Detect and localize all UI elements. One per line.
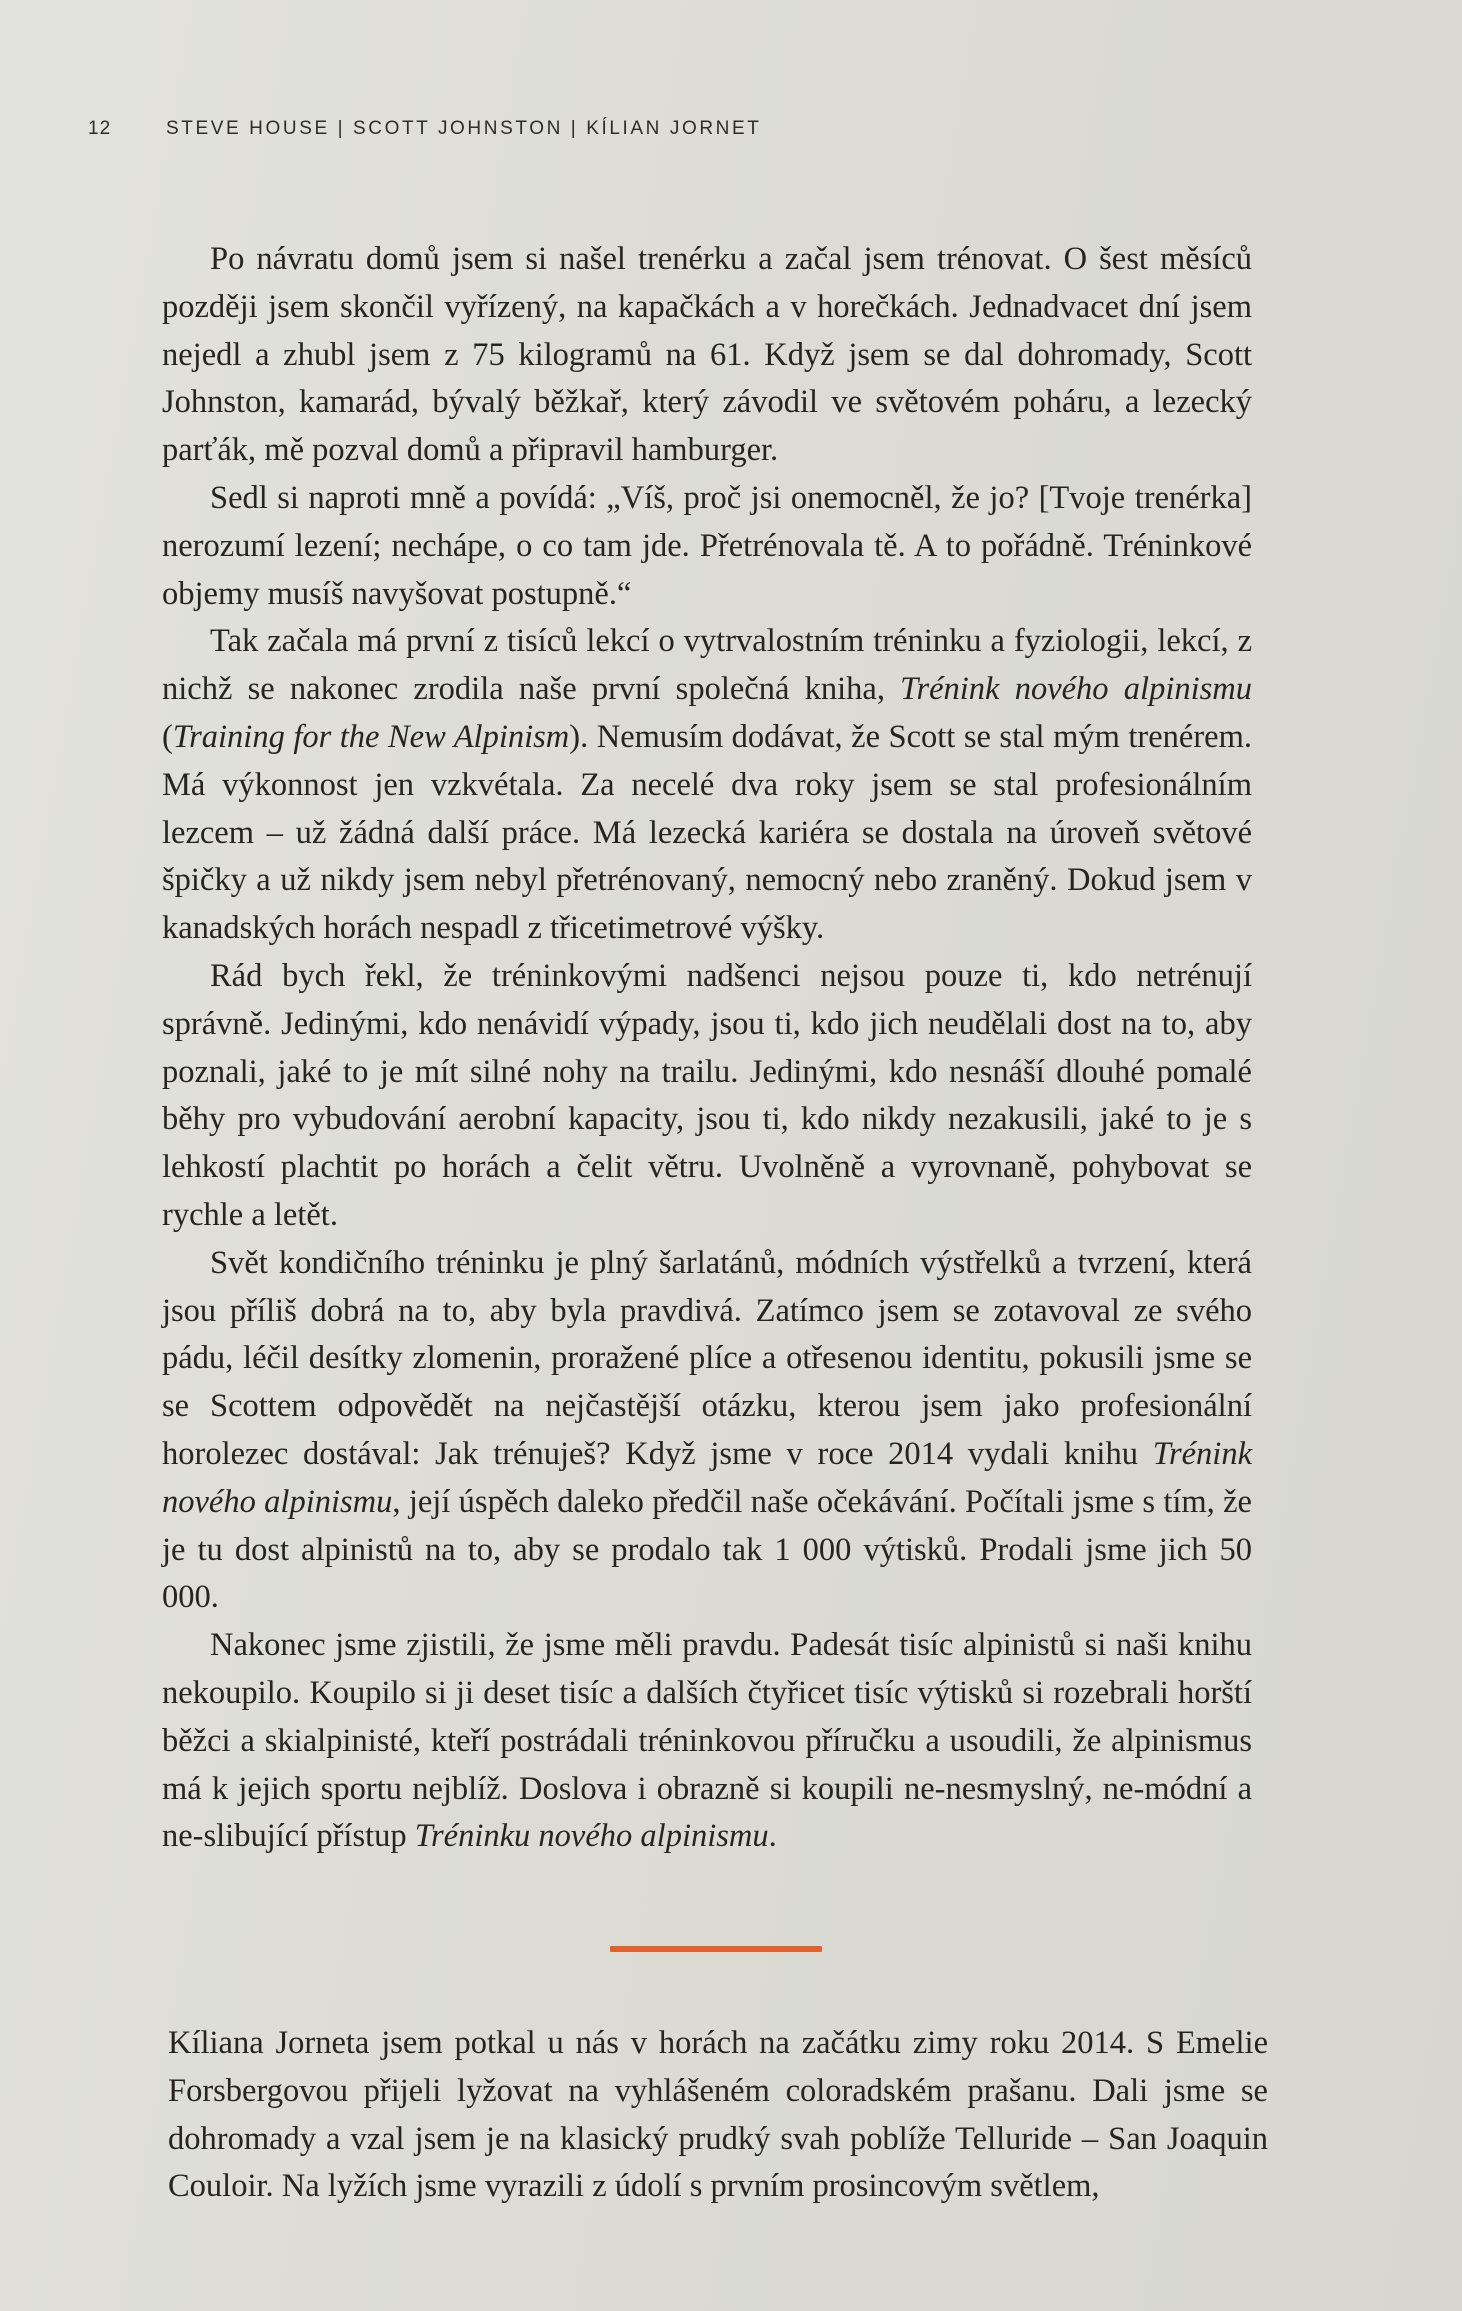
section-divider [610, 1946, 822, 1952]
text-run: Nakonec jsme zjistili, že jsme měli pravdu. Padesát tisíc alpinistů si naši knihu nekoupilo. Koupilo si ji deset tisíc a dalších čtyřicet tisíc výtisků si rozebrali horští běžci a skialpinisté, kteří postrádali tréninkovou příručku a usoudili, že alpinismus má k jejich sportu nejblíž. Doslova i obrazně si koupili ne-nesmyslný, ne-módní a ne-slibující přístup [162, 1627, 1252, 1855]
running-header [88, 118, 761, 140]
text-run: ( [162, 718, 173, 755]
paragraph-2 [162, 475, 1252, 618]
text-run: Po návratu domů jsem si našel trenérku a začal jsem trénovat. O šest měsíců později jsem skončil vyřízený, na kapačkách a v horečkách. Jednadvacet dní jsem nejedl a zhubl jsem z 75 kilogramů na 61. Když jsem se dal dohromady, Scott Johnston, kamarád, bývalý běžkař, který závodil ve světovém poháru, a lezecký parťák, mě pozval domů a připravil hamburger. [162, 241, 1252, 469]
text-run: , její úspěch daleko předčil naše očekávání. Počítali jsme s tím, že je tu dost alpinistů na to, aby se prodalo tak 1 000 výtisků. Prodali jsme jich 50 000. [162, 1483, 1252, 1616]
text-run: . [768, 1818, 777, 1855]
paragraph-4 [162, 953, 1252, 1240]
header-authors: STEVE HOUSE | SCOTT JOHNSTON | KÍLIAN JORNET [166, 118, 762, 139]
book-title-italic: Trénink nového alpinismu [162, 1435, 1252, 1520]
text-run: Sedl si naproti mně a povídá: „Víš, proč jsi onemocněl, že jo? [Tvoje trenérka] nerozumí lezení; nechápe, o co tam jde. Přetrénovala tě. A to pořádně. Tréninkové objemy musíš navyšovat postupně.“ [162, 479, 1252, 612]
text-run: Svět kondičního tréninku je plný šarlatánů, módních výstřelků a tvrzení, která jsou příliš dobrá na to, aby byla pravdivá. Zatímco jsem se zotavoval ze svého pádu, léčil desítky zlomenin, proražené plíce a otřesenou identitu, pokusili jsme se se Scottem odpovědět na nejčastější otázku, kterou jsem jako profesionální horolezec dostával: Jak trénuješ? Když jsme v roce 2014 vydali knihu [162, 1244, 1252, 1472]
text-run: ). Nemusím dodávat, že Scott se stal mým trenérem. Má výkonnost jen vzkvétala. Za necelé dva roky jsem se stal profesionálním lezcem – už žádná další práce. Má lezecká kariéra se dostala na úroveň světové špičky a už nikdy jsem nebyl přetrénovaný, nemocný nebo zraněný. Dokud jsem v kanadských horách nespadl z třicetimetrové výšky. [162, 718, 1252, 947]
paragraph-3 [162, 618, 1252, 953]
text-run: Rád bych řekl, že tréninkovými nadšenci nejsou pouze ti, kdo netrénují správně. Jedinými, kdo nenávidí výpady, jsou ti, kdo jich neudělali dost na to, aby poznali, jaké to je mít silné nohy na trailu. Jedinými, kdo nesnáší dlouhé pomalé běhy pro vybudování aerobní kapacity, jsou ti, kdo nikdy nezakusili, jaké to je s lehkostí plachtit po horách a čelit větru. Uvolněně a vyrovnaně, pohybovat se rychle a letět. [162, 957, 1252, 1233]
section-2-paragraph: Kíliana Jorneta jsem potkal u nás v horách na začátku zimy roku 2014. S Emelie Forsbergovou přijeli lyžovat na vyhlášeném coloradském prašanu. Dali jsme se dohromady a vzal jsem je na klasický prudký svah poblíže Telluride – San Joaquin Couloir. Na lyžích jsme vyrazili z údolí s prvním prosincovým světlem, [168, 2025, 1268, 2205]
book-title-italic: Tréninku nového alpinismu [414, 1818, 769, 1855]
text-run: Tak začala má první z tisíců lekcí o vytrvalostním tréninku a fyziologii, lekcí, z nichž se nakonec zrodila naše první společná kniha, [162, 623, 1252, 708]
page-number: 12 [88, 118, 112, 139]
paragraph-1 [162, 236, 1252, 475]
paragraph-5 [162, 1240, 1252, 1622]
book-title-italic: Training for the New Alpinism [172, 718, 570, 755]
paragraph-6 [162, 1622, 1252, 1861]
book-title-italic: Trénink nového alpinismu [900, 671, 1252, 708]
section-2-text [168, 2020, 1268, 2211]
body-text [162, 236, 1252, 1861]
